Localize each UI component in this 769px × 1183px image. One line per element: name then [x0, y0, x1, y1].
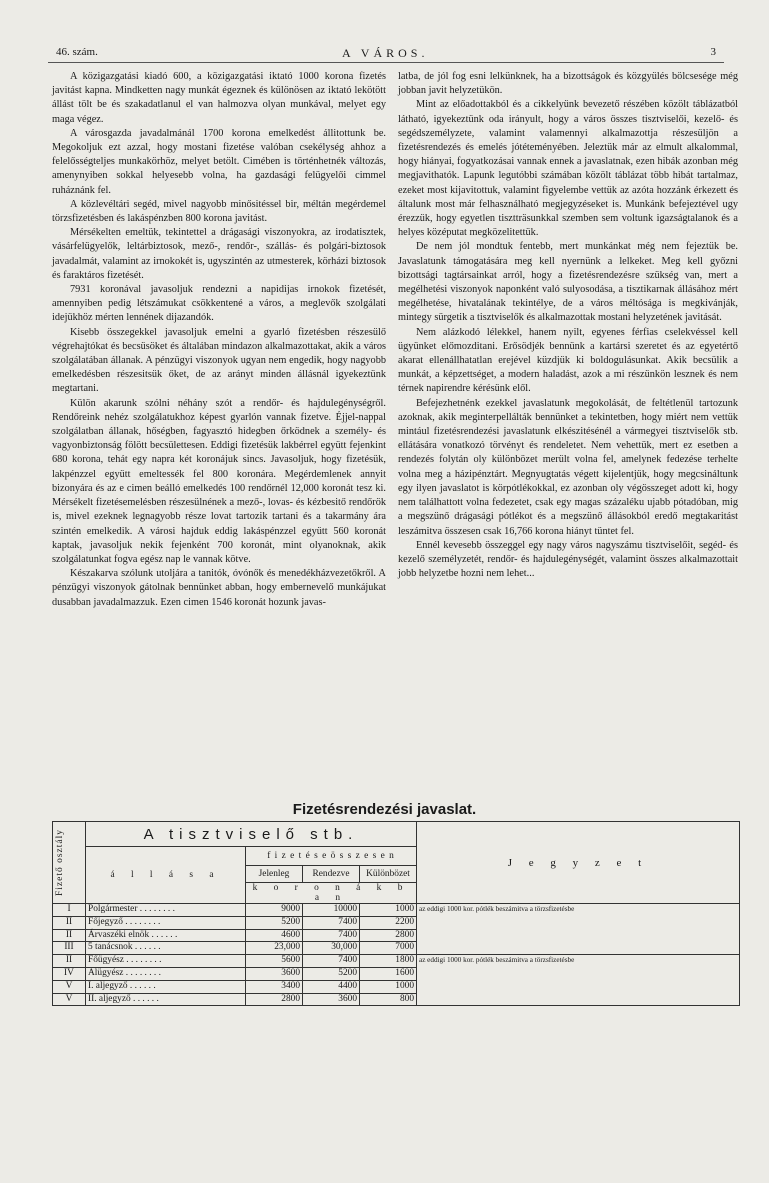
paragraph: A városgazda javadalmánál 1700 korona emelkedést állitottunk be. Megokoljuk ezt azzal, hogy mostani fizetése valóban csekélység ahhoz a felelősségteljes munkakörhöz, melyet betölt. Cimében is történhetnék változás, amenynyiben sokkal helyesebb volna, ha gazdasági felügyelői cimmel ruháznánk fel.: [52, 127, 386, 196]
table-cell: III: [53, 942, 86, 955]
table-cell: 1600: [360, 967, 417, 980]
title-header: á l l á s a: [86, 847, 246, 904]
note-cell: az eddigi 1000 kor. pótlék beszámitva a törzsfizetésbe: [417, 904, 740, 955]
table-cell: V: [53, 993, 86, 1006]
table-cell: II: [53, 929, 86, 942]
salary-table: [52, 821, 740, 1006]
table-cell: II: [53, 916, 86, 929]
table-cell: 3600: [246, 967, 303, 980]
table-cell: 1800: [360, 955, 417, 968]
unit-header: k o r o n á k b a n: [246, 883, 417, 904]
paragraph: A közigazgatási kiadó 600, a közigazgatási iktató 1000 korona fizetés javitást kapna. Mindketten nagy munkát égeznek és különösen az iktató lekötött állást tölt be és szakadatlanul el van halmozva olyan munkával, melyet egy maga végez.: [52, 71, 386, 125]
paragraph: 7931 koronával javasoljuk rendezni a napidijas irnokok fizetését, amennyiben pedig létszámukat csökkentené a város, a meglevők szolgálati idejükhöz mérten lennének dijazandók.: [52, 284, 386, 324]
class-header: Fizető osztály: [53, 822, 86, 904]
paragraph: Külön akarunk szólni néhány szót a rendőr- és hajdulegénységről. Rendőreink nehéz szolgálatukhoz képest gyarlón vannak fizetve. Éjjel-nappal szolgálatban állanak, hőségben, fagyasztó hidegben őrködnek a személy- és vagyonbiztonság fölött becsülettesen. Eddigi fizetésük lakbérrel együtt fejenkint 680 korona, tehát egy napra két koronájuk sincs. Javasoljuk, hogy fizetésük, lakpénzzel együtt emeltessék fel 800 koronára. Megérdemlenek annyit bizonyára és az e cimen beálló emelkedés 100 rendőrnél 12,000 koronát tesz ki. Mérsékelt fizetésemelésben részesülnének a mező-, lovas- és kézbesitő rendőrök is, mivel ezeknek legnagyobb része lovat tartozik tartani és a takarmány ára szintén emelkedik. A városi hajduk eddig lakáspénzzel együtt 560 koronát kaptak, javasoljuk nekik fejenként 700 koronát, mint olyanoknak, akik szolgálatunkat fogva egész nap le vannak kötve.: [52, 397, 386, 565]
salary-header: f i z e t é s e ö s s z e s e n: [246, 847, 417, 866]
proposed-header: Rendezve: [303, 866, 360, 883]
table-cell: 2800: [246, 993, 303, 1006]
page-header: [56, 46, 716, 66]
paragraph: A közlevéltári segéd, mivel nagyobb minősitéssel bir, méltán megérdemel törzsfizetésben és lakáspénzben 800 korona javitást.: [52, 198, 386, 225]
table-cell: 3400: [246, 980, 303, 993]
masthead: A VÁROS.: [342, 46, 429, 60]
table-cell: 1000: [360, 904, 417, 917]
right-column: [398, 70, 738, 581]
table-cell: 2800: [360, 929, 417, 942]
table-cell: 3600: [303, 993, 360, 1006]
current-header: Jelenleg: [246, 866, 303, 883]
table-cell: 5200: [303, 967, 360, 980]
table-cell: Alügyész . . . . . . . .: [86, 967, 246, 980]
table-cell: 5600: [246, 955, 303, 968]
table-cell: 7400: [303, 929, 360, 942]
paragraph: Mint az előadottakból és a cikkelyünk bevezető részében közölt táblázatból látható, igyekeztünk oda irányult, hogy a város összes tisztviselői, kezelő- és segédszemélyzete, valamint valamennyi alkalmazottja részesüljön a fizetésrendezés és emelés jótéteményében. Jeleztük már az elmult alkalommal, hogy hiányai, fogyatkozásai vannak ennek a javaslatnak, ezen hibák azonban még megjavithatók. Lapunk legutóbbi számában közölt táblázat több hibát tartalmaz, ezeket most kijavitottuk, valamint figyelembe vettük az azóta hozzánk érkezett és általunk most már felhasználható megjegyzéseket is. Munkánk befejeztével ugy érezzük, hogy egyetlen tisztträsunkkal szemben sem voltunk igazságtalanok és a helyes középutat megközelitettük.: [398, 99, 738, 239]
table-cell: 10000: [303, 904, 360, 917]
table-title: Fizetésrendezési javaslat.: [292, 801, 477, 818]
table-cell: 2200: [360, 916, 417, 929]
table-cell: IV: [53, 967, 86, 980]
table-cell: 4600: [246, 929, 303, 942]
paragraph: Nem alázkodó lélekkel, hanem nyilt, egyenes férfias cselekvéssel kell ügyünket előmozditani. Erősödjék bennünk a kartársi szeretet és az egyetértő akarat ellenállhatatlan erejével küzdjük ki boldogulásunkat. Akik becsülik a munkát, a képzettséget, a modern haladást, azok a mi részünkön lesznek és nem térnek napirendre kérésünk elől.: [398, 326, 738, 395]
notes-header: J e g y z e t: [417, 822, 740, 904]
header-divider: [48, 62, 724, 63]
page-number: 3: [710, 46, 716, 58]
table-cell: 7400: [303, 916, 360, 929]
table-cell: 7400: [303, 955, 360, 968]
table-cell: 9000: [246, 904, 303, 917]
paragraph: Ennél kevesebb összeggel egy nagy város nagyszámu tisztviselőit, segéd- és kezelő személyzetét, rendőr- és hajdulegénységét, valamint összes alkalmazottait jobb helyzetbe hozni nem lehet...: [398, 539, 738, 580]
table-cell: Főügyész . . . . . . . .: [86, 955, 246, 968]
table-cell: Főjegyző . . . . . . . .: [86, 916, 246, 929]
paragraph: Kisebb összegekkel javasoljuk emelni a gyarló fizetésben részesülő végrehajtókat és becsüsöket és általában mindazon alkalmazottakat, akik a város szolgálatában állanak. A pénzügyi viszonyok ugyan nem engedik, hogy nagyobb emelkedésben részesitsük őket, de az arányt minden állásnál igyekeztünk megtartani.: [52, 326, 386, 395]
note-cell: az eddigi 1000 kor. pótlék beszámitva a törzsfizetésbe: [417, 955, 740, 1006]
table-cell: 1000: [360, 980, 417, 993]
table-cell: V: [53, 980, 86, 993]
table-cell: 4400: [303, 980, 360, 993]
table-cell: 30,000: [303, 942, 360, 955]
paragraph: latba, de jól fog esni lelkünknek, ha a bizottságok és közgyülés bölcsesége még jobban javit helyzetükön.: [398, 71, 738, 97]
table-cell: I: [53, 904, 86, 917]
table-cell: 5 tanácsnok . . . . . .: [86, 942, 246, 955]
table-cell: 23,000: [246, 942, 303, 955]
paragraph: Készakarva szólunk utoljára a tanitók, óvónők és menedékházvezetőkről. A pénzügyi viszonyok gátolnak bennünket abban, hogy embernevelő munkájukat dusabban javadalmazzuk. Ezen cimen 1546 koronát hozunk javas-: [52, 568, 386, 608]
table-cell: 800: [360, 993, 417, 1006]
table-cell: II: [53, 955, 86, 968]
table-cell: II. aljegyző . . . . . .: [86, 993, 246, 1006]
table-cell: Polgármester . . . . . . . .: [86, 904, 246, 917]
table-cell: 7000: [360, 942, 417, 955]
paragraph: Befejezhetnénk ezekkel javaslatunk megokolását, de feltétlenül tartozunk azoknak, akik meginterpellálták bennünket a tekintetben, hogy miért nem vettük mintául fizetésrendezési javaslatunk elkészitésénél a vármegyei tisztviselők stb. ellátására vonatkozó törvényt és rendeletet. Nem vehettük, mert ez esetben a rendezés folytán oly különbözet merült volna fel, amelynek fedezése terhelte volna meg a házipénztárt. Megnyugtatás végett kijelentjük, hogy megcsináltunk egy ilyen javaslatot is körpótlékokkal, ez azonban oly végösszeget adott ki, hogy nem találhattott volna fedezetet, csak egy magas százaléku ujabb pótadóban, mig a megszünő drágasági pótlékot és a megszünő állásokból eredő megtakaritást leszámitva összesen csak 16,766 korona hiányt tüntet fel.: [398, 397, 738, 537]
table-cell: 5200: [246, 916, 303, 929]
table-cell: Árvaszéki elnök . . . . . .: [86, 929, 246, 942]
table-cell: I. aljegyző . . . . . .: [86, 980, 246, 993]
paragraph: Mérsékelten emeltük, tekintettel a drágasági viszonyokra, az irodatisztek, vásárfelügyelők, leltárbiztosok, mező-, rendőr-, szállás- és polgári-biztosok javadalmát, valamint az irnokokét is, ugyszintén az utmesterek, körházi biztosok és faraktáros fizetését.: [52, 227, 386, 281]
issue-number: 46. szám.: [56, 46, 98, 58]
left-column: [52, 70, 386, 610]
group-header: A tisztviselő stb.: [86, 822, 417, 847]
paragraph: De nem jól mondtuk fentebb, mert munkánkat még nem fejeztük be. Javaslatunk támogatására meg kell nyernünk a lelkeket. Meg kell győzni bizottsági tagtársainkat arról, hogy a fizetésrendezésre szükség van, mert a megélhetési viszonyok naponként való sulyosodása, a tisztikarnak állásához mért megélhetése, hivatalának tekintélye, de a város méltósága is megkivánják, mintegy sürgetik a tisztviselők és alkalmazottak mostani helyzetének javitását.: [398, 241, 738, 324]
diff-header: Különbözet: [360, 866, 417, 883]
